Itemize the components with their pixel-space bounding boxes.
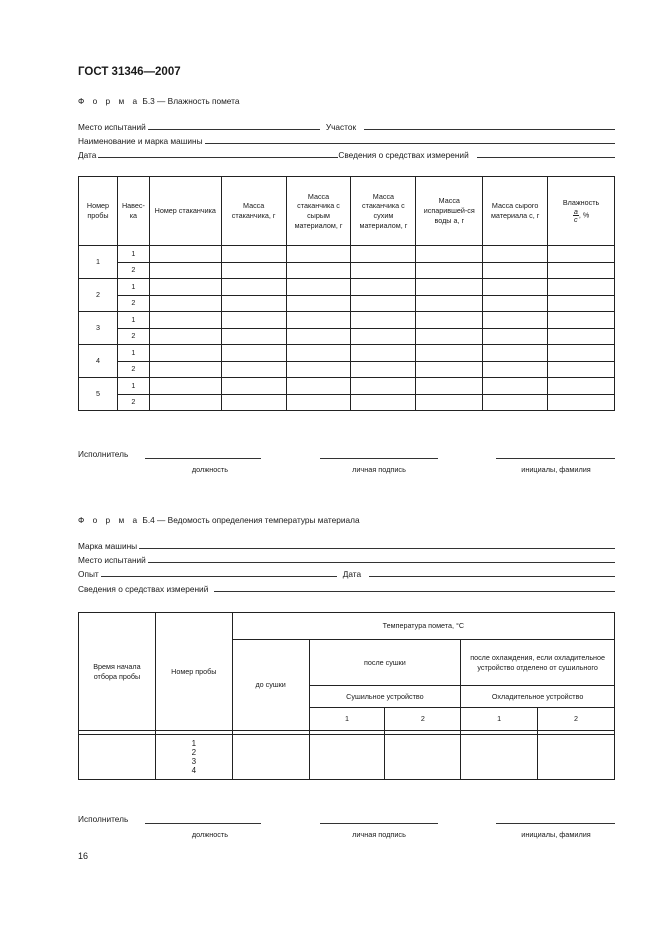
data-cell[interactable] bbox=[286, 378, 351, 395]
table-row bbox=[79, 246, 615, 263]
table-row bbox=[79, 312, 615, 329]
data-cell[interactable] bbox=[286, 295, 351, 312]
form-b4-experiment-row bbox=[78, 567, 615, 579]
data-cell[interactable] bbox=[351, 295, 416, 312]
signature-field[interactable] bbox=[320, 458, 438, 459]
data-cell[interactable] bbox=[461, 735, 538, 780]
portion-cell: 2 bbox=[117, 328, 149, 345]
sample-number-cell: 5 bbox=[79, 378, 118, 411]
data-cell[interactable] bbox=[286, 394, 351, 411]
data-cell[interactable] bbox=[221, 361, 286, 378]
data-cell[interactable] bbox=[149, 328, 221, 345]
data-cell[interactable] bbox=[286, 361, 351, 378]
data-cell[interactable] bbox=[221, 295, 286, 312]
sample-number-cell: 2 bbox=[79, 279, 118, 312]
col-portion: Навес-ка bbox=[117, 177, 149, 246]
data-cell[interactable] bbox=[221, 345, 286, 362]
caption-signature: личная подпись bbox=[352, 465, 406, 474]
data-cell[interactable] bbox=[149, 262, 221, 279]
table-row bbox=[79, 328, 615, 345]
caption-position: должность bbox=[191, 830, 229, 839]
machine-label: Наименование и марка машины bbox=[78, 136, 203, 146]
data-cell[interactable] bbox=[149, 378, 221, 395]
sample-number: 4 bbox=[191, 766, 197, 776]
sample-number-cell: 4 bbox=[79, 345, 118, 378]
instruments-field[interactable] bbox=[477, 149, 615, 158]
data-cell[interactable] bbox=[221, 328, 286, 345]
position-field[interactable] bbox=[145, 458, 261, 459]
instruments-label: Сведения о средствах измерений bbox=[338, 150, 469, 160]
data-cell[interactable] bbox=[483, 279, 548, 296]
col-sampling-time: Время начала отбора пробы bbox=[79, 613, 156, 731]
col-before-drying: до сушки bbox=[232, 640, 309, 731]
data-cell[interactable] bbox=[149, 312, 221, 329]
portion-cell: 1 bbox=[117, 246, 149, 263]
col-sample-number: Номер пробы bbox=[79, 177, 118, 246]
portion-cell: 1 bbox=[117, 312, 149, 329]
data-cell[interactable] bbox=[416, 328, 483, 345]
data-cell[interactable] bbox=[548, 295, 615, 312]
table-row bbox=[79, 378, 615, 395]
humidity-table bbox=[78, 176, 615, 411]
page-number: 16 bbox=[78, 851, 89, 861]
data-cell[interactable] bbox=[385, 735, 461, 780]
data-cell[interactable] bbox=[351, 361, 416, 378]
date-field[interactable] bbox=[369, 568, 615, 577]
data-cell[interactable] bbox=[416, 262, 483, 279]
data-cell[interactable] bbox=[548, 345, 615, 362]
portion-cell: 1 bbox=[117, 345, 149, 362]
caption-name: инициалы, фамилия bbox=[521, 465, 591, 474]
data-cell[interactable] bbox=[149, 279, 221, 296]
data-cell[interactable] bbox=[548, 394, 615, 411]
fraction-numerator: a bbox=[573, 207, 578, 217]
table-row bbox=[79, 361, 615, 378]
data-cell[interactable] bbox=[221, 246, 286, 263]
data-cell[interactable] bbox=[149, 361, 221, 378]
data-cell[interactable] bbox=[351, 312, 416, 329]
brand-label: Марка машины bbox=[78, 541, 138, 551]
col-humidity bbox=[548, 177, 615, 246]
data-cell[interactable] bbox=[548, 262, 615, 279]
sample-number-cell: 1 bbox=[79, 246, 118, 279]
col-after-drying: после сушки bbox=[309, 640, 461, 686]
col-cup-dry-mass: Масса стаканчика с сухим материалом, г bbox=[351, 177, 416, 246]
place-label: Место испытаний bbox=[78, 555, 146, 565]
humidity-unit: , % bbox=[578, 210, 590, 220]
table-row bbox=[79, 345, 615, 362]
form-b4-title bbox=[78, 515, 360, 525]
form-b4-brand-row bbox=[78, 539, 615, 551]
sample-number: 1 bbox=[191, 738, 197, 748]
data-cell[interactable] bbox=[548, 246, 615, 263]
data-cell[interactable] bbox=[221, 262, 286, 279]
data-cell[interactable] bbox=[548, 378, 615, 395]
instruments-label: Сведения о средствах измерений bbox=[78, 584, 209, 594]
portion-cell: 2 bbox=[117, 262, 149, 279]
col-dryer: Сушильное устройство bbox=[309, 686, 461, 708]
sample-number: 2 bbox=[191, 747, 197, 757]
place-field[interactable] bbox=[148, 554, 615, 563]
form-b3-machine-row bbox=[78, 134, 615, 146]
col-sample-number: Номер пробы bbox=[155, 613, 232, 731]
name-field[interactable] bbox=[496, 823, 615, 824]
col-cooler: Охладительное устройство bbox=[461, 686, 615, 708]
data-cell[interactable] bbox=[221, 279, 286, 296]
portion-cell: 1 bbox=[117, 378, 149, 395]
data-cell[interactable] bbox=[548, 361, 615, 378]
data-cell[interactable] bbox=[221, 378, 286, 395]
time-cell[interactable] bbox=[79, 735, 156, 780]
data-cell[interactable] bbox=[483, 246, 548, 263]
fraction-denominator: c bbox=[574, 215, 578, 225]
col-cup-mass: Масса стаканчика, г bbox=[221, 177, 286, 246]
data-cell[interactable] bbox=[548, 328, 615, 345]
form-b3-title-prefix: Ф о р м а bbox=[78, 96, 141, 106]
table-row bbox=[79, 394, 615, 411]
data-cell[interactable] bbox=[221, 394, 286, 411]
temperature-table bbox=[78, 612, 615, 780]
data-cell[interactable] bbox=[548, 312, 615, 329]
data-cell[interactable] bbox=[483, 295, 548, 312]
data-cell[interactable] bbox=[351, 345, 416, 362]
signature-field[interactable] bbox=[320, 823, 438, 824]
sample-numbers-cell bbox=[155, 735, 232, 780]
data-cell[interactable] bbox=[416, 345, 483, 362]
data-cell[interactable] bbox=[309, 735, 385, 780]
data-cell[interactable] bbox=[416, 295, 483, 312]
col-temperature: Температура помета, °С bbox=[232, 613, 614, 640]
data-cell[interactable] bbox=[416, 246, 483, 263]
col-water-mass: Масса испарившей-ся воды a, г bbox=[416, 177, 483, 246]
form-b3-title-text: Б.3 — Влажность помета bbox=[140, 96, 240, 106]
data-cell[interactable] bbox=[483, 378, 548, 395]
data-cell[interactable] bbox=[149, 295, 221, 312]
data-cell[interactable] bbox=[538, 735, 615, 780]
table-row bbox=[79, 295, 615, 312]
caption-name: инициалы, фамилия bbox=[521, 830, 591, 839]
caption-signature: личная подпись bbox=[352, 830, 406, 839]
place-field[interactable] bbox=[148, 121, 320, 130]
sample-number: 3 bbox=[191, 757, 197, 766]
data-cell[interactable] bbox=[351, 328, 416, 345]
form-b3-date-row bbox=[78, 148, 615, 160]
machine-field[interactable] bbox=[205, 135, 615, 144]
table-row bbox=[79, 262, 615, 279]
data-cell[interactable] bbox=[483, 345, 548, 362]
table-header-row bbox=[79, 177, 615, 246]
sub-col-number: 1 bbox=[309, 708, 385, 731]
data-cell[interactable] bbox=[483, 328, 548, 345]
brand-field[interactable] bbox=[139, 540, 615, 549]
data-cell[interactable] bbox=[483, 262, 548, 279]
col-cup-wet-mass: Масса стаканчика с сырым материалом, г bbox=[286, 177, 351, 246]
place-label: Место испытаний bbox=[78, 122, 146, 132]
signature-label: Исполнитель bbox=[78, 449, 129, 459]
experiment-label: Опыт bbox=[78, 569, 99, 579]
sample-number-cell: 3 bbox=[79, 312, 118, 345]
data-cell[interactable] bbox=[483, 361, 548, 378]
data-cell[interactable] bbox=[232, 735, 309, 780]
portion-cell: 1 bbox=[117, 279, 149, 296]
caption-position: должность bbox=[191, 465, 229, 474]
signature-label: Исполнитель bbox=[78, 814, 129, 824]
data-cell[interactable] bbox=[483, 312, 548, 329]
data-cell[interactable] bbox=[286, 312, 351, 329]
name-field[interactable] bbox=[496, 458, 615, 459]
sub-col-number: 2 bbox=[538, 708, 615, 731]
sub-col-number: 1 bbox=[461, 708, 538, 731]
data-cell[interactable] bbox=[149, 394, 221, 411]
form-b4-title-prefix: Ф о р м а bbox=[78, 515, 141, 525]
table-row bbox=[79, 735, 615, 780]
data-cell[interactable] bbox=[416, 312, 483, 329]
form-b4-place-row bbox=[78, 553, 615, 565]
portion-cell: 2 bbox=[117, 361, 149, 378]
data-cell[interactable] bbox=[286, 246, 351, 263]
instruments-field[interactable] bbox=[214, 583, 615, 592]
experiment-field[interactable] bbox=[101, 568, 337, 577]
data-cell[interactable] bbox=[351, 246, 416, 263]
data-cell[interactable] bbox=[416, 361, 483, 378]
data-cell[interactable] bbox=[416, 378, 483, 395]
form-b4-title-text: Б.4 — Ведомость определения температуры материала bbox=[140, 515, 360, 525]
data-cell[interactable] bbox=[286, 328, 351, 345]
col-cup-number: Номер стаканчика bbox=[149, 177, 221, 246]
section-field[interactable] bbox=[364, 121, 615, 130]
portion-cell: 2 bbox=[117, 394, 149, 411]
data-cell[interactable] bbox=[416, 279, 483, 296]
document-code: ГОСТ 31346—2007 bbox=[78, 66, 181, 78]
portion-cell: 2 bbox=[117, 295, 149, 312]
data-cell[interactable] bbox=[286, 262, 351, 279]
data-cell[interactable] bbox=[286, 345, 351, 362]
data-cell[interactable] bbox=[221, 312, 286, 329]
data-cell[interactable] bbox=[351, 279, 416, 296]
humidity-label: Влажность bbox=[562, 198, 600, 208]
section-label: Участок bbox=[325, 122, 357, 132]
data-cell[interactable] bbox=[351, 394, 416, 411]
form-b3-title bbox=[78, 96, 239, 106]
col-after-cooling: после охлаждения, если охладительное устройство отделено от сушильного bbox=[461, 640, 615, 686]
data-cell[interactable] bbox=[548, 279, 615, 296]
data-cell[interactable] bbox=[416, 394, 483, 411]
date-field[interactable] bbox=[98, 149, 338, 158]
form-b4-instruments-row bbox=[78, 582, 615, 594]
position-field[interactable] bbox=[145, 823, 261, 824]
data-cell[interactable] bbox=[351, 378, 416, 395]
col-raw-mass: Масса сырого материала c, г bbox=[483, 177, 548, 246]
data-cell[interactable] bbox=[351, 262, 416, 279]
date-label: Дата bbox=[342, 569, 362, 579]
form-b3-place-row bbox=[78, 120, 615, 132]
data-cell[interactable] bbox=[483, 394, 548, 411]
date-label: Дата bbox=[78, 150, 97, 160]
sub-col-number: 2 bbox=[385, 708, 461, 731]
data-cell[interactable] bbox=[149, 246, 221, 263]
table-row bbox=[79, 279, 615, 296]
data-cell[interactable] bbox=[149, 345, 221, 362]
data-cell[interactable] bbox=[286, 279, 351, 296]
